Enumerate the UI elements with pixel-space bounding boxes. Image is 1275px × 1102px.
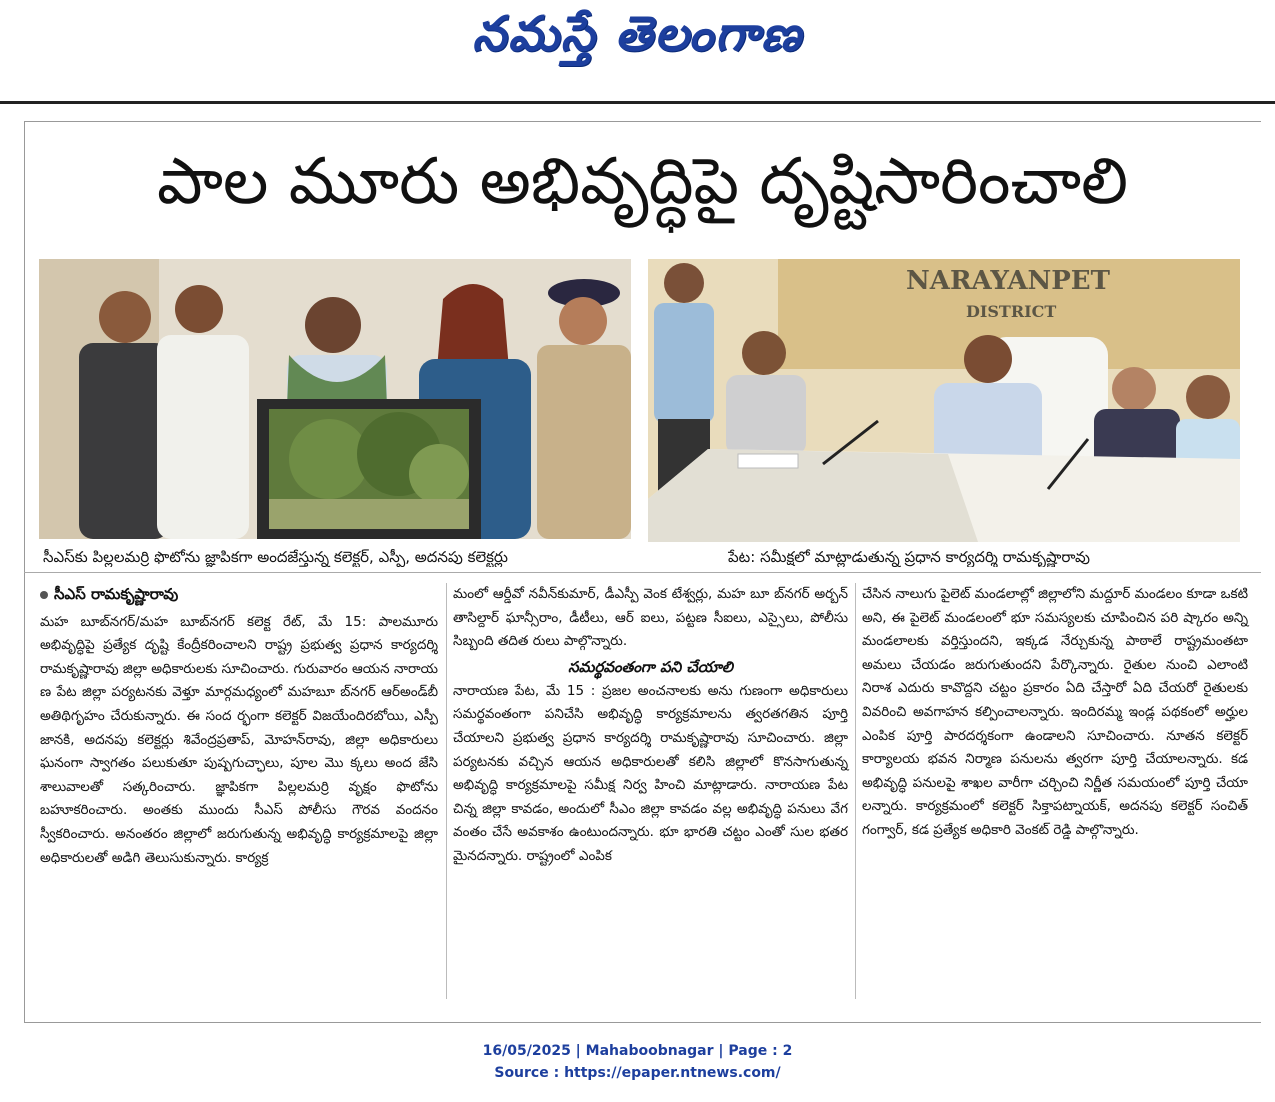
- page-footer: [0, 1040, 1275, 1084]
- photo-meeting-illustration: [648, 259, 1240, 542]
- footer-source-link[interactable]: Source : https://epaper.ntnews.com/: [494, 1065, 781, 1081]
- article-border-top: [24, 121, 1261, 122]
- article-column-1: [40, 583, 438, 870]
- bullet-icon: [40, 591, 48, 599]
- article-body-text: నారాయణ పేట, మే 15 : ప్రజల అంచనాలకు అను గుణంగా అధికారులు సమర్థవంతంగా పనిచేసి అభివృద్ధి కార్యక్రమాలను త్వరతగతిన పూర్తి చేయాలని ప్రభుత్వ ప్రధాన కార్యదర్శి రామకృష్ణారావు సూచించారు. జిల్లా పర్యటనకు వచ్చిన ఆయన అధికారులతో కలిసి జిల్లాలో కొనసాగుతున్న అభివృద్ధి కార్యక్రమాలపై సమీక్ష నిర్వ హించి మాట్లాడారు. నారాయణ పేట చిన్న జిల్లా కావడం, అందులో సీఎం జిల్లా కావడం వల్ల అభివృద్ధి పనులు వేగ వంతం చేసే అవకాశం ఉంటుందన్నారు. భూ భారతి చట్టం ఎంతో సుల భతర మైనదన్నారు. రాష్ట్రంలో ఎంపిక: [453, 682, 848, 864]
- photo-meeting-wall-text-1: NARAYANPET: [906, 266, 1110, 296]
- article-body-text: మంలో ఆర్డీవో నవీన్‌కుమార్, డీఎస్పీ వెంక టేశ్వర్లు, మహ బూ బ్‌నగర్ అర్బన్ తాసిల్దార్ ఘాన్సీరాం, డీటీలు, ఆర్ ఐలు, పట్టణ సీఐలు, ఎస్సైలు, పోలీసు సిబ్బంది తదిత రులు పాల్గొన్నారు.: [453, 586, 848, 650]
- newspaper-logo: నమస్తే తెలంగాణ: [472, 6, 803, 62]
- byline-text: సీఎస్ రామకృష్ణారావు: [54, 585, 179, 603]
- photo-ceremony: [39, 259, 631, 539]
- column-separator: [446, 583, 447, 999]
- caption-rule: [24, 572, 1261, 573]
- article-column-3: [862, 583, 1248, 843]
- byline: [40, 583, 438, 607]
- article-headline: పాల మూరు అభివృద్ధిపై దృష్టిసారించాలి: [157, 145, 1128, 219]
- masthead: [0, 0, 1275, 80]
- photo-ceremony-illustration: [39, 259, 631, 539]
- photo-caption-left: సీఎస్‌కు పిల్లలమర్రి ఫొటోను జ్ఞాపికగా అందజేస్తున్న కలెక్టర్, ఎస్పీ, అదనపు కలెక్టర్లు: [43, 548, 508, 566]
- article-bottom-rule: [24, 1022, 1261, 1023]
- article-body-text: చేసిన నాలుగు పైలెట్ మండలాల్లో జిల్లాలోని మద్దూర్ మండలం కూడా ఒకటి అని, ఈ పైలెట్ మండలంలో భూ సమస్యలకు చూపించిన పరి ష్కారం అన్ని మండలాలకు వర్తిస్తుందని, ఇక్కడ నేర్చుకున్న పాఠాలే రాష్ట్రమంతటా అమలు చేయడం జరుగుతుందని పేర్కొన్నారు. రైతుల నుంచి ఎలాంటి నిరాశ ఎదురు కావొద్దని చట్టం ప్రకారం ఏది చేస్తారో ఏది చేయరో రైతులకు వివరించి అవగాహన కల్పించాలన్నారు. ఇందిరమ్మ ఇండ్ల పథకంలో అర్హుల ఎంపిక పూర్తి పారదర్శకంగా ఉండాలని సూచించారు. నూతన కలెక్టర్ కార్యాలయ భవన నిర్మాణ పనులను త్వరగా పూర్తి చేయాలన్నారు. కడ అభివృద్ధి పనులపై శాఖల వారీగా చర్చించి నిర్ణీత సమయంలో పూర్తి చేయా లన్నారు. కార్యక్రమంలో కలెక్టర్ సిక్తాపట్నాయక్, అదనపు కలెక్టర్ సంచిత్ గంగ్వార్, కడ ప్రత్యేక అధికారి వెంకట్ రెడ్డి పాల్గొన్నారు.: [862, 586, 1248, 838]
- article-body-text: మహ బూబ్‌నగర్/మహ బూబ్‌నగర్ కలెక్ట రేట్, మే 15: పాలమూరు అభివృద్ధిపై ప్రత్యేక దృష్టి కేంద్రీకరించాలని రాష్ట్ర ప్రభుత్వ ప్రధాన కార్యదర్శి రామకృష్ణారావు జిల్లా అధికారులకు సూచించారు. గురువారం ఆయన నారాయ ణ పేట జిల్లా పర్యటనకు వెళ్తూ మార్గమధ్యంలో మహబూ బ్‌నగర్ ఆర్‌అండ్‌బీ అతిథిగృహం చేరుకున్నారు. ఈ సంద ర్భంగా కలెక్టర్ విజయేందిరబోయి, ఎస్పీ జానకి, అదనపు కలెక్టర్లు శివేంద్రప్రతాప్, మోహన్‌రావు, జిల్లా అధికారులు ఘనంగా స్వాగతం పలుకుతూ పుష్పగుచ్ఛాలు, పూల మొ క్కలు అంద జేసి శాలువాలతో సత్కరించారు. జ్ఞాపికగా పిల్లలమర్రి వృక్షం ఫొటోను బహూకరించారు. అంతకు ముందు సీఎస్ పోలీసు గౌరవ వందనం స్వీకరించారు. అనంతరం జిల్లాలో జరుగుతున్న అభివృద్ధి కార్యక్రమాలపై జిల్లా అధికారులతో అడిగి తెలుసుకున్నారు. కార్యక్ర: [40, 613, 438, 866]
- article-column-2: [453, 583, 848, 869]
- footer-date-edition: 16/05/2025 | Mahaboobnagar | Page : 2: [482, 1043, 793, 1059]
- photo-caption-right: పేట: సమీక్షలో మాట్లాడుతున్న ప్రధాన కార్యదర్శి రామకృష్ణారావు: [728, 548, 1090, 566]
- column-separator: [855, 583, 856, 999]
- masthead-rule: [0, 101, 1275, 104]
- photo-meeting-wall-text-2: DISTRICT: [966, 302, 1057, 321]
- article-subheading: సమర్థవంతంగా పని చేయాలి: [568, 657, 733, 676]
- photo-meeting: [648, 259, 1240, 542]
